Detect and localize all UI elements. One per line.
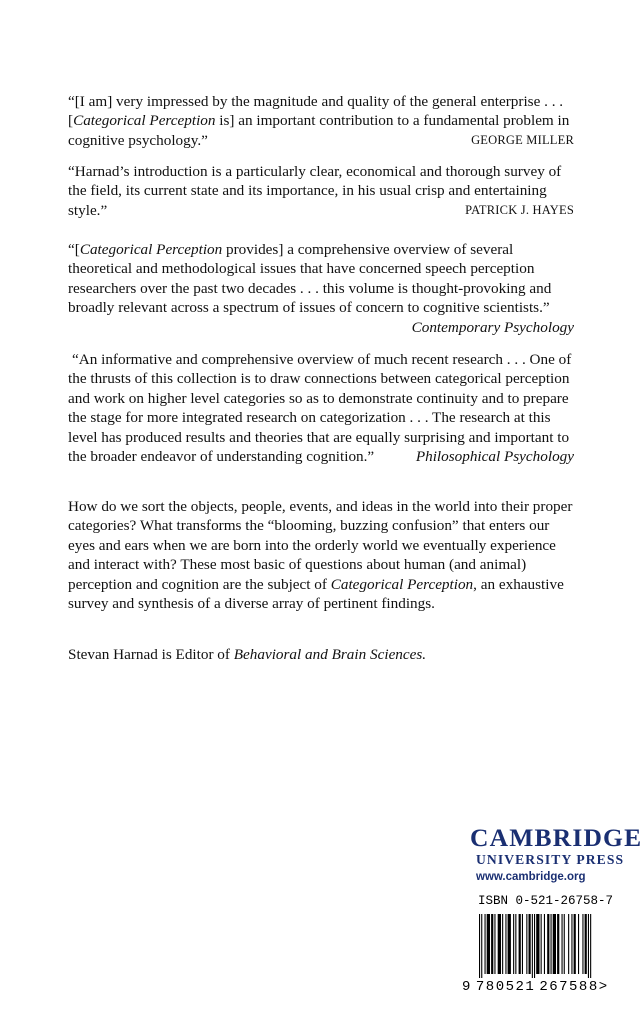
barcode-bar <box>487 914 490 974</box>
review-quote-3 <box>68 240 574 337</box>
barcode-bar <box>544 914 545 974</box>
text-run: “[I am] very impressed by the magnitude and quality of the general enterprise . . . [ <box>68 93 564 130</box>
publisher-subtitle: UNIVERSITY PRESS <box>476 852 625 867</box>
barcode-bar <box>515 914 516 974</box>
barcode-right-group: 267588 <box>539 979 599 995</box>
barcode-bar <box>547 914 549 974</box>
barcode-bar <box>564 914 565 974</box>
barcode-bar <box>529 914 531 974</box>
italic-title: Categorical Perception <box>330 575 474 593</box>
barcode-bar <box>498 914 501 974</box>
barcode-bar <box>578 914 579 974</box>
barcode-bar <box>522 914 523 974</box>
text-run: “[ <box>68 241 80 258</box>
text-run: “An informative and comprehensive overview of much recent research . . . One of the thrusts of this collection is to draw connections between categorical perception and work on higher level categories so as to demonstrate continuity and to prepare the stage for more integrated research on categorization . . . The research at this level has produced results and theories that are equally surprising and important to the broader endeavor of understanding cognition.” <box>68 351 572 466</box>
barcode-icon <box>478 914 636 978</box>
quote-attribution: GEORGE MILLER <box>471 132 574 147</box>
barcode-bar <box>534 914 535 978</box>
barcode-bar <box>562 914 563 974</box>
quote-attribution: PATRICK J. HAYES <box>465 202 574 217</box>
barcode-bar <box>519 914 521 974</box>
text-run: , an exhaustive survey and synthesis of a diverse array of pertinent findings. <box>68 575 564 613</box>
barcode-bar <box>571 914 572 974</box>
barcode-bar <box>582 914 583 974</box>
barcode-bar <box>479 914 480 978</box>
barcode-bar <box>541 914 542 974</box>
barcode-bar <box>585 914 587 974</box>
editor-note <box>68 645 574 664</box>
review-quote-1 <box>68 92 574 150</box>
text-run: “Harnad’s introduction is a particularly clear, economical and thorough survey of the field, its current state and its importance, in his usual crisp and entertaining style.” <box>68 163 562 219</box>
text-run: Stevan Harnad is Editor of <box>68 646 234 663</box>
barcode-digits <box>462 979 638 995</box>
barcode-bar <box>553 914 556 974</box>
italic-title: Categorical Perception <box>79 241 223 258</box>
barcode-lead-digit: 9 <box>462 979 472 995</box>
review-quote-2 <box>68 162 574 220</box>
barcode-bar <box>536 914 539 974</box>
barcode-bar <box>494 914 495 974</box>
text-run: How do we sort the objects, people, events, and ideas in the world into their proper categories? What transforms the “blooming, buzzing confusion” that enters our eyes and ears when we are born into the orderly world we eventually experience and interact with? These most basic of questions about human (and animal) perception and cognition are the subject of <box>68 498 573 593</box>
quote-attribution: Philosophical Psychology <box>415 448 574 466</box>
text-run: provides] a comprehensive overview of several theoretical and methodological issues that have concerned speech perception researchers over the past two decades . . . this volume is thought-provoking and broadly relevant across a spectrum of issues of concern to cognitive scientists.” <box>68 241 552 317</box>
barcode-left-group: 780521 <box>475 979 536 995</box>
publisher-logo <box>470 824 640 885</box>
barcode-bar <box>485 914 486 974</box>
barcode-bar <box>508 914 511 974</box>
isbn-number: ISBN 0-521-26758-7 <box>478 894 614 908</box>
review-quote-4 <box>68 350 574 466</box>
barcode-end-mark: > <box>598 979 609 995</box>
italic-title: Categorical Perception <box>73 112 216 130</box>
italic-title: Behavioral and Brain Sciences. <box>233 646 427 663</box>
barcode-bar <box>505 914 506 974</box>
barcode-bar <box>557 914 559 974</box>
book-description <box>68 497 574 613</box>
publisher-name: CAMBRIDGE <box>470 823 642 852</box>
barcode-bar <box>574 914 576 974</box>
barcode-bar <box>590 914 591 978</box>
publisher-url: www.cambridge.org <box>476 871 586 883</box>
barcode-bar <box>491 914 493 974</box>
barcode-bar <box>526 914 527 974</box>
barcode-bar <box>568 914 569 974</box>
barcode-bar <box>532 914 533 978</box>
barcode-bar <box>481 914 482 978</box>
barcode-bar <box>551 914 552 974</box>
barcode-bar <box>502 914 503 974</box>
barcode-bar <box>588 914 589 978</box>
barcode-bar <box>513 914 514 974</box>
quote-attribution: Contemporary Psychology <box>411 318 574 336</box>
text-run: is] an important contribution to a fundamental problem in cognitive psychology.” <box>68 112 570 149</box>
